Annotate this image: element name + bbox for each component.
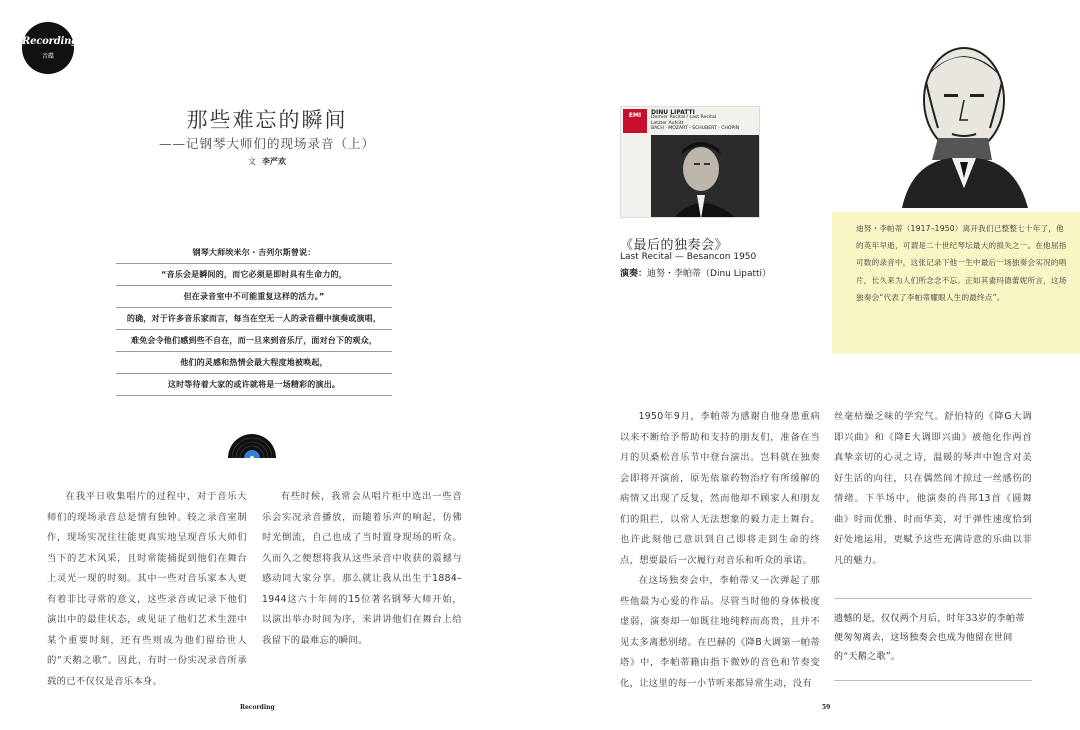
body-column-2 (262, 487, 462, 651)
body-column-4 (834, 407, 1032, 571)
lipatti-portrait (892, 38, 1038, 208)
performer-label: 演奏： (620, 269, 648, 279)
quote-line: 这时等待着大家的或许就将是一场精彩的演出。 (116, 374, 392, 396)
paragraph: 在这场独奏会中，李帕蒂又一次弹起了那些他最为心爱的作品。尽管当时他的身体极度虚弱，演奏却一如既往地纯粹而高贵，且并不见太多离愁别绪。在巴赫的《降B大调第一帕蒂塔》中，李帕蒂籍由指下微妙的音色和节奏变化，让这里的每一小节听来都异常生动，没有 (620, 575, 820, 689)
badge-title: Recording (22, 36, 78, 47)
quote-line: 难免会令他们感到些不自在，而一旦来到音乐厅，面对台下的观众， (116, 330, 392, 352)
paragraph: 在我平日收集唱片的过程中，对于音乐大师们的现场录音总是情有独钟。较之录音室制作，现场实况往往能更真实地呈现音乐大师们当下的艺术风采，且时常能捕捉到他们在舞台上灵光一现的时刻。其中一些对音乐家本人更有着非比寻常的意义，这些录音或记录下他们演出中的最佳状态，或见证了他们艺术生涯中某个重要时刻，还有些则成为他们留给世人的“天鹅之歌”。因此，有时一份实况录音所承载的已不仅仅是音乐本身。 (47, 491, 247, 687)
quote-line: 的确，对于许多音乐家而言，每当在空无一人的录音棚中演奏或演唱， (116, 308, 392, 330)
body-column-3 (620, 407, 820, 694)
vinyl-record-icon (228, 430, 276, 458)
body-column-1 (47, 487, 247, 692)
badge-subtitle: 音碟 (41, 53, 54, 60)
paragraph: 有些时候，我常会从唱片柜中选出一些音乐会实况录音播放，而随着乐声的响起，仿佛时光倒流，自己也成了当时置身现场的听众。久而久之便想将我从这些录音中收获的震撼与感动同大家分享。那么就让我从出生于1884–1944这六十年间的15位著名钢琴大师开始，以演出举办时间为序，来讲讲他们在舞台上给我留下的最难忘的瞬间。 (262, 491, 462, 646)
closing-note: 遗憾的是，仅仅两个月后，时年33岁的李帕蒂便匆匆离去，这场独奏会也成为他留在世间的“天鹅之歌”。 (834, 614, 1025, 662)
album-cover-line: Dernier Recital / Last Recital (651, 115, 717, 121)
album-cover-line: BACH · MOZART · SCHUBERT · CHOPIN (651, 126, 740, 132)
pianist-photo (651, 135, 759, 218)
album-performer (620, 266, 771, 279)
quote-intro: 钢琴大师埃米尔・吉列尔斯曾说： (116, 242, 392, 264)
quote-line: 他们的灵感和热情会最大程度地被唤起， (116, 352, 392, 374)
article-subtitle: ——记钢琴大师们的现场录音（上） (158, 136, 375, 151)
sidebar-note: 迪努・李帕蒂（1917–1950）离开我们已整整七十年了，他的英年早逝，可谓是二十世纪琴坛最大的损失之一。在他屈指可数的录音中，这张记录下他一生中最后一场独奏会实况的唱片，长久来为人们所念念不忘。正如其妻玛德蕾妮所言，这场独奏会“代表了李帕蒂耀眼人生的最终点”。 (832, 212, 1080, 354)
emi-logo: EMI (623, 109, 647, 133)
byline-author: 李严欢 (262, 157, 286, 166)
paragraph: 丝毫枯燥乏味的学究气。舒伯特的《降G大调即兴曲》和《降E大调即兴曲》被他化作两首真挚亲切的心灵之诗，温暖的琴声中饱含对美好生活的向往，只在偶然间才掠过一丝感伤的情绪。下半场中，他演奏的肖邦13首《圆舞曲》时而优雅、时而华美，对于弹性速度恰到好处地运用，更赋予这些充满诗意的乐曲以非凡的魅力。 (834, 411, 1032, 566)
divider (834, 680, 1032, 681)
album-recording-info: Last Recital — Besancon 1950 (620, 252, 757, 262)
album-cover-text (651, 110, 759, 132)
byline (130, 156, 404, 167)
page-number: 59 (822, 704, 831, 711)
paragraph: 1950年9月，李帕蒂为感谢自他身患重病以来不断给予帮助和支持的朋友们，准备在当月的贝桑松音乐节中登台演出。岂料就在独奏会即将开演前，原先依靠药物治疗有所缓解的病情又出现了反复，然而他却不顾家人和朋友们的阻拦，以常人无法想象的毅力走上舞台。也许此刻他已意识到自己即将走到生命的终点，想要最后一次履行对音乐和听众的承诺。 (620, 411, 820, 566)
recording-badge (22, 22, 78, 74)
album-title: 《最后的独奏会》 (620, 238, 729, 253)
article-title: 那些难忘的瞬间 (186, 108, 348, 132)
quote-line: 但在录音室中不可能重复这样的活力。” (116, 286, 392, 308)
divider (834, 598, 1032, 599)
pull-quote (116, 242, 392, 396)
quote-line: “音乐会是瞬间的，而它必须是即时具有生命力的， (116, 264, 392, 286)
album-cover (620, 106, 760, 218)
byline-label: 文 (248, 157, 256, 166)
footer-left: Recording (240, 704, 275, 711)
album-cover-line: Letzter Aufsitt (651, 120, 684, 126)
performer-name: 迪努・李帕蒂（Dinu Lipatti） (647, 269, 772, 279)
album-cover-line: DINU LIPATTI (651, 109, 695, 116)
